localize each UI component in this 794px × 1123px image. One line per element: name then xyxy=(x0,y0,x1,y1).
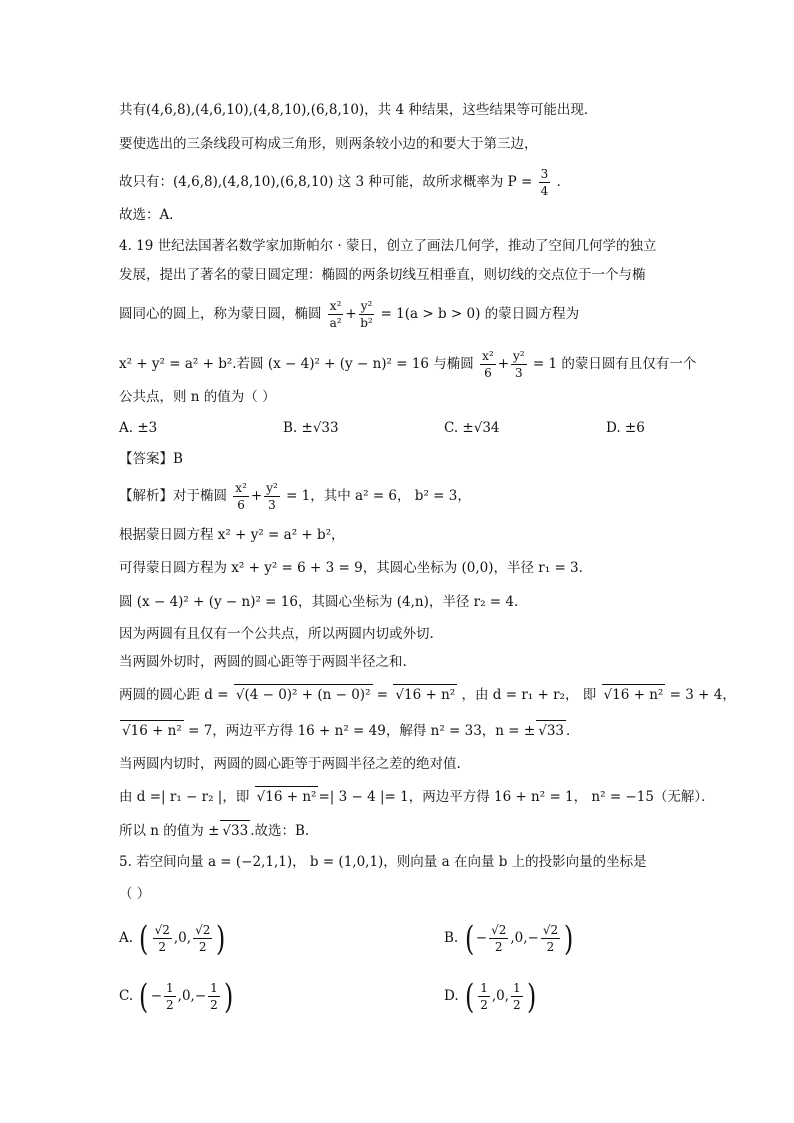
fraction-denominator: 4 xyxy=(540,184,549,198)
q4-option-c: C. ±√34 xyxy=(444,420,500,436)
option-label: C. xyxy=(119,988,134,1004)
fraction-y2-3 xyxy=(264,482,280,511)
text-line-probability xyxy=(119,167,571,198)
fraction-x2-6 xyxy=(233,482,249,511)
q4-option-b: B. ±√33 xyxy=(283,420,339,436)
right-paren: ) xyxy=(526,976,536,1017)
option-middle: ,0,− xyxy=(177,988,207,1004)
option-middle: ,0, xyxy=(491,988,510,1004)
fraction-numerator: 1 xyxy=(513,981,521,995)
sqrt-content: 16 + n² xyxy=(265,789,317,805)
option-fraction xyxy=(541,924,560,953)
fraction-denominator: 2 xyxy=(210,998,218,1012)
fraction-denominator: 6 xyxy=(237,498,245,512)
q4-option-d: D. ±6 xyxy=(606,420,645,436)
text-segment: 圆同心的圆上，称为蒙日圆，椭圆 xyxy=(119,306,322,322)
option-fraction xyxy=(478,982,490,1011)
text-segment: = 3 + 4， xyxy=(669,687,736,703)
left-paren: ( xyxy=(464,918,474,959)
fraction-denominator: 2 xyxy=(158,940,167,954)
fraction-numerator: 1 xyxy=(210,981,218,995)
fraction-x2-a2 xyxy=(328,300,344,329)
fraction-numerator: y² xyxy=(360,299,373,313)
analysis-line-10 xyxy=(119,786,715,806)
question-4-line-5: 公共点，则 n 的值为（ ） xyxy=(119,389,276,405)
fraction-numerator: x² xyxy=(329,299,342,313)
text-segment: =| 3 − 4 |= 1，两边平方得 16 + n² = 1， n² = −15（无解）． xyxy=(318,789,715,805)
fraction-y2-3 xyxy=(511,350,527,379)
right-paren: ) xyxy=(564,918,574,959)
text-segment: .故选：B. xyxy=(250,823,310,839)
option-fraction xyxy=(208,982,220,1011)
fraction-denominator: 6 xyxy=(484,366,492,380)
analysis-line-2: 根据蒙日圆方程 x² + y² = a² + b²， xyxy=(119,527,345,543)
text-segment: 【解析】对于椭圆 xyxy=(119,488,227,504)
fraction-numerator: 1 xyxy=(166,981,174,995)
sqrt-content: (4 − 0)² + (n − 0)² xyxy=(244,687,371,703)
fraction-numerator: 3 xyxy=(540,167,549,181)
text-line-choice-a: 故选：A． xyxy=(119,207,183,223)
option-middle: ,0,− xyxy=(510,930,539,946)
sqrt-content: 16 + n² xyxy=(130,723,182,739)
sqrt-expression: √16 + n² xyxy=(255,786,319,807)
question-5-line-1: 5. 若空间向量 a = (−2,1,1)， b = (1,0,1)，则向量 a 在向量 b 上的投影向量的坐标是 xyxy=(119,854,647,870)
fraction-numerator: √2 xyxy=(542,923,559,937)
q5-option-a xyxy=(119,918,228,958)
option-middle: ,0, xyxy=(173,930,192,946)
text-segment: = 1 的蒙日圆有且仅有一个 xyxy=(532,356,697,372)
option-label: A. xyxy=(119,930,134,946)
analysis-line-1: 【解析】对于椭圆 $\frac{\text{x²}}{6}$ + $\frac{\text{y²}}{3}$ = 1，其中 a² = 6， b² = 3， xyxy=(119,481,471,512)
option-fraction xyxy=(153,924,172,953)
q5-option-d xyxy=(444,976,538,1016)
left-paren: ( xyxy=(464,976,475,1017)
fraction-numerator: y² xyxy=(266,481,278,495)
sqrt-expression: √16 + n² xyxy=(602,684,666,705)
option-fraction xyxy=(164,982,176,1011)
question-4-line-4: x² + y² = a² + b².若圆 (x − 4)² + (y − n)² = 16 与椭圆 $\frac{\text{x²}}{6}$ + $\frac{\text{y²}}{3}$ = 1 的蒙日圆有且仅有一个 xyxy=(119,349,697,380)
analysis-line-8 xyxy=(119,720,580,740)
probability-fraction xyxy=(539,168,551,197)
option-label: D. xyxy=(444,988,459,1004)
fraction-denominator: 2 xyxy=(494,940,503,954)
text-segment: x² + y² = a² + b².若圆 (x − 4)² + (y − n)² = 16 与椭圆 xyxy=(119,356,474,372)
q5-option-c xyxy=(119,976,235,1016)
analysis-line-3: 可得蒙日圆方程为 x² + y² = 6 + 3 = 9，其圆心坐标为 (0,0)，半径 r₁ = 3． xyxy=(119,560,593,576)
text-line-triangle-condition: 要使选出的三条线段可构成三角形，则两条较小边的和要大于第三边， xyxy=(119,136,538,152)
fraction-denominator: 2 xyxy=(166,998,174,1012)
fraction-numerator: √2 xyxy=(491,923,507,937)
text-segment: ，由 d = r₁ + r₂， 即 xyxy=(461,687,597,703)
answer-line: 【答案】B xyxy=(119,451,183,467)
left-paren: ( xyxy=(139,918,149,959)
fraction-denominator: 2 xyxy=(480,998,488,1012)
right-paren: ) xyxy=(216,918,226,959)
option-label: B. xyxy=(444,930,459,946)
text-segment: ． xyxy=(566,723,580,739)
sqrt-content: 33 xyxy=(231,823,249,839)
minus-sign: − xyxy=(475,930,488,946)
q5-option-b xyxy=(444,918,575,958)
analysis-line-5: 因为两圆有且仅有一个公共点，所以两圆内切或外切. xyxy=(119,626,434,642)
q4-option-a: A. ±3 xyxy=(119,420,158,436)
sqrt-expression: √33 xyxy=(220,820,250,841)
analysis-line-6: 当两圆外切时，两圆的圆心距等于两圆半径之和. xyxy=(119,654,407,670)
fraction-numerator: y² xyxy=(513,349,525,363)
text-segment: = 1(a > b > 0) 的蒙日圆方程为 xyxy=(380,306,580,322)
fraction-denominator: 3 xyxy=(514,366,523,380)
sqrt-expression: √(4 − 0)² + (n − 0)² xyxy=(234,684,373,705)
fraction-denominator: 2 xyxy=(198,940,207,954)
sqrt-content: 16 + n² xyxy=(404,687,456,703)
text-segment: = xyxy=(376,687,389,703)
sqrt-content: 16 + n² xyxy=(612,687,664,703)
text-segment: = 1，其中 a² = 6， b² = 3， xyxy=(286,488,471,504)
fraction-denominator: 3 xyxy=(268,498,276,512)
left-paren: ( xyxy=(139,976,149,1017)
analysis-line-9: 当两圆内切时，两圆的圆心距等于两圆半径之差的绝对值. xyxy=(119,756,461,772)
option-fraction xyxy=(489,924,508,953)
fraction-denominator: a² xyxy=(329,316,342,330)
text-segment: = 7，两边平方得 16 + n² = 49，解得 n² = 33，n = ± xyxy=(188,723,536,739)
text-segment: 由 d =| r₁ − r₂ |，即 xyxy=(119,789,250,805)
question-4-line-3: 圆同心的圆上，称为蒙日圆，椭圆 $\frac{\text{x²}}{\text{a²}}$ + $\frac{\text{y²}}{\text{b²}}$ = 1(a > b > 0) 的蒙日圆方程为 xyxy=(119,299,580,330)
analysis-line-7 xyxy=(119,684,736,704)
fraction-numerator: 1 xyxy=(480,981,488,995)
fraction-y2-b2 xyxy=(359,300,375,329)
minus-sign: − xyxy=(150,988,163,1004)
sqrt-content: 33 xyxy=(546,723,564,739)
fraction-denominator: 2 xyxy=(513,998,521,1012)
question-4-line-2: 发展，提出了著名的蒙日圆定理：椭圆的两条切线互相垂直，则切线的交点位于一个与椭 xyxy=(119,267,646,283)
question-5-line-2: （ ） xyxy=(119,886,151,902)
analysis-line-4: 圆 (x − 4)² + (y − n)² = 16，其圆心坐标为 (4,n)，半径 r₂ = 4． xyxy=(119,594,528,610)
right-paren: ) xyxy=(223,976,234,1017)
text-line-outcomes: 共有(4,6,8),(4,6,10),(4,8,10),(6,8,10)，共 4 种结果，这些结果等可能出现． xyxy=(119,102,598,118)
fraction-numerator: x² xyxy=(482,349,494,363)
sqrt-expression: √16 + n² xyxy=(120,720,184,741)
fraction-denominator: 2 xyxy=(546,940,555,954)
fraction-denominator: b² xyxy=(360,316,373,330)
analysis-line-11 xyxy=(119,820,309,840)
sqrt-expression: √16 + n² xyxy=(393,684,457,705)
question-4-line-1: 4. 19 世纪法国著名数学家加斯帕尔 · 蒙日，创立了画法几何学，推动了空间几何学的独立 xyxy=(119,238,657,254)
sqrt-expression: √33 xyxy=(536,720,566,741)
text-segment: 所以 n 的值为 ± xyxy=(119,823,220,839)
probability-text: 故只有：(4,6,8),(4,8,10),(6,8,10) 这 3 种可能，故所求概率为 P = xyxy=(119,174,533,190)
text-segment: 两圆的圆心距 d = xyxy=(119,687,229,703)
fraction-numerator: √2 xyxy=(195,923,211,937)
fraction-numerator: x² xyxy=(235,481,247,495)
option-fraction xyxy=(511,982,523,1011)
period: ． xyxy=(556,174,571,190)
fraction-numerator: √2 xyxy=(154,923,170,937)
option-fraction xyxy=(193,924,212,953)
fraction-x2-6 xyxy=(480,350,496,379)
